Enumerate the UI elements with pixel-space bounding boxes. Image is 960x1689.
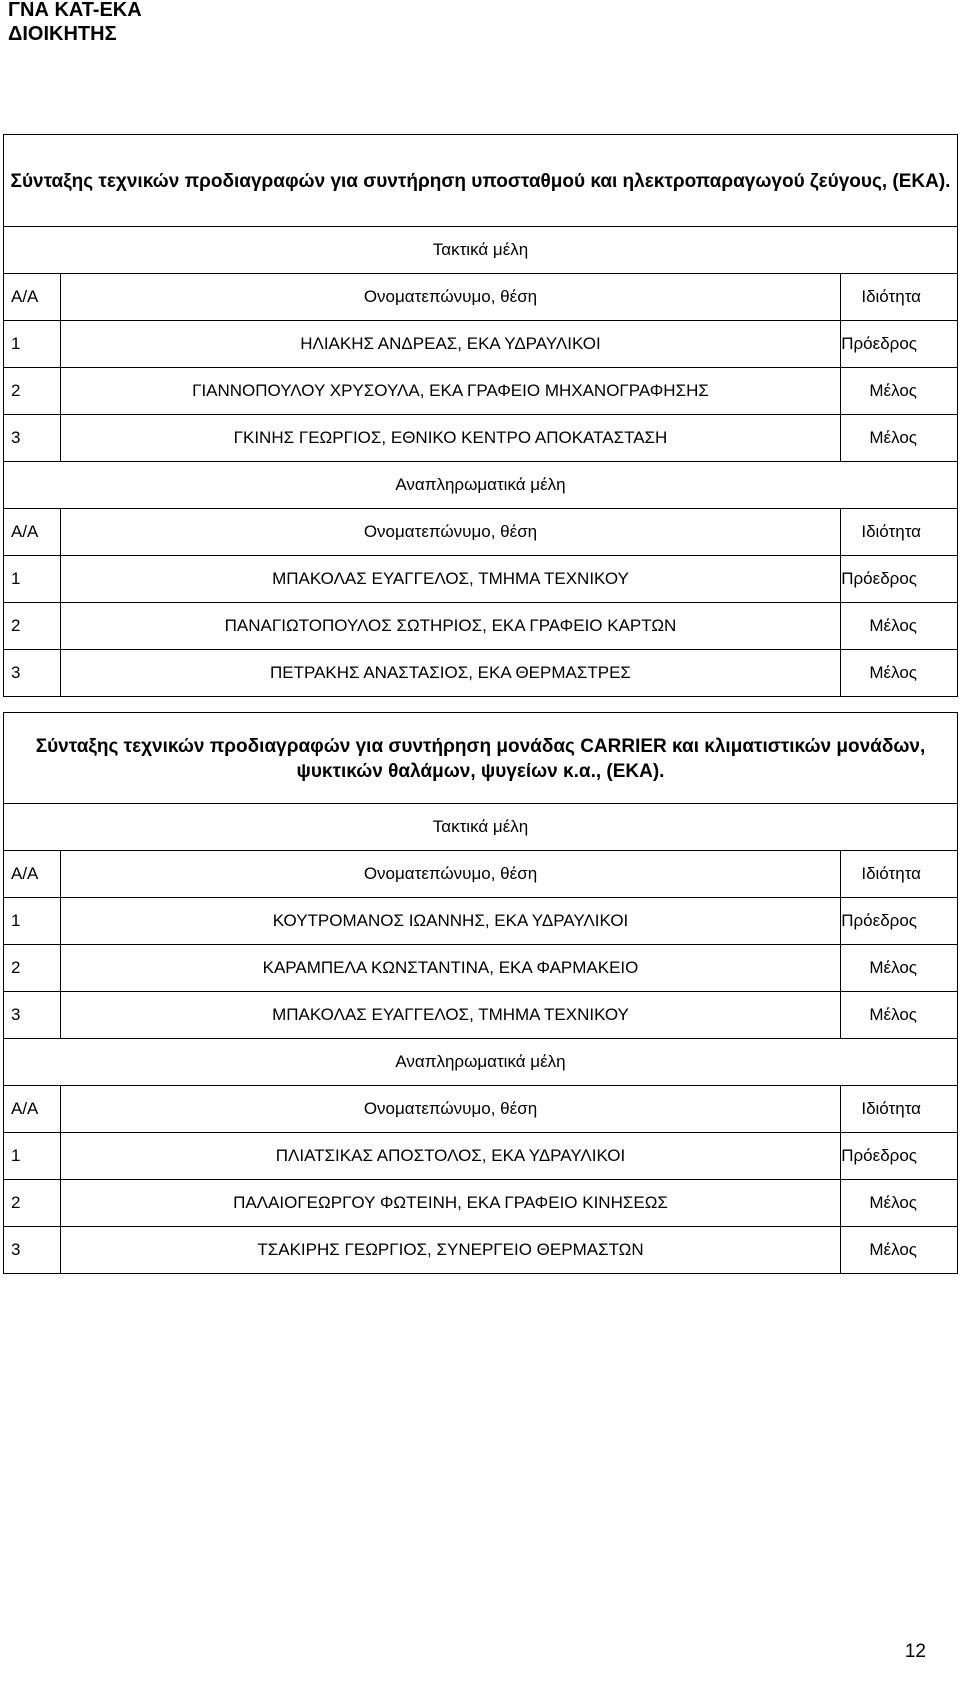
member-role: Μέλος — [841, 1180, 958, 1227]
member-number: 2 — [4, 945, 61, 992]
member-number: 2 — [4, 603, 61, 650]
committee-title-row — [4, 713, 958, 804]
table-row — [4, 1227, 958, 1274]
member-name: ΓΚΙΝΗΣ ΓΕΩΡΓΙΟΣ, ΕΘΝΙΚΟ ΚΕΝΤΡΟ ΑΠΟΚΑΤΑΣΤΑΣΗ — [61, 415, 841, 462]
column-header-name: Ονοματεπώνυμο, θέση — [61, 1086, 841, 1133]
member-name: ΠΑΛΑΙΟΓΕΩΡΓΟΥ ΦΩΤΕΙΝΗ, ΕΚΑ ΓΡΑΦΕΙΟ ΚΙΝΗΣΕΩΣ — [61, 1180, 841, 1227]
member-role: Μέλος — [841, 945, 958, 992]
table-row — [4, 1133, 958, 1180]
table-row — [4, 321, 958, 368]
member-name: ΠΛΙΑΤΣΙΚΑΣ ΑΠΟΣΤΟΛΟΣ, ΕΚΑ ΥΔΡΑΥΛΙΚΟΙ — [61, 1133, 841, 1180]
table-row — [4, 556, 958, 603]
column-header-name: Ονοματεπώνυμο, θέση — [61, 509, 841, 556]
column-header-role: Ιδιότητα — [841, 851, 958, 898]
member-role: Μέλος — [840, 603, 957, 650]
committee-title: Σύνταξης τεχνικών προδιαγραφών για συντήρηση μονάδας CARRIER και κλιματιστικών μονάδων, ψυκτικών θαλάμων, ψυγείων κ.α., (ΕΚΑ). — [4, 713, 958, 804]
column-header-role: Ιδιότητα — [841, 1086, 958, 1133]
member-number: 1 — [4, 898, 61, 945]
member-role: Πρόεδρος — [841, 1133, 958, 1180]
section-label: Αναπληρωματικά μέλη — [4, 1039, 958, 1086]
member-role: Μέλος — [840, 650, 957, 697]
column-header-aa: Α/Α — [4, 274, 61, 321]
header-office: ΔΙΟΙΚΗΤΗΣ — [8, 23, 117, 45]
section-row — [4, 462, 958, 509]
column-header-name: Ονοματεπώνυμο, θέση — [61, 274, 841, 321]
member-number: 2 — [4, 368, 61, 415]
committee-table-1 — [3, 134, 958, 697]
member-number: 2 — [4, 1180, 61, 1227]
table-row — [4, 898, 958, 945]
section-label: Τακτικά μέλη — [4, 227, 958, 274]
member-number: 3 — [4, 650, 61, 697]
column-header-aa: Α/Α — [4, 1086, 61, 1133]
column-header-aa: Α/Α — [4, 851, 61, 898]
column-header-row — [4, 274, 958, 321]
member-name: ΠΕΤΡΑΚΗΣ ΑΝΑΣΤΑΣΙΟΣ, ΕΚΑ ΘΕΡΜΑΣΤΡΕΣ — [61, 650, 841, 697]
member-role: Μέλος — [841, 1227, 958, 1274]
member-name: ΓΙΑΝΝΟΠΟΥΛΟΥ ΧΡΥΣΟΥΛΑ, ΕΚΑ ΓΡΑΦΕΙΟ ΜΗΧΑΝΟΓΡΑΦΗΣΗΣ — [61, 368, 841, 415]
member-role: Μέλος — [840, 415, 957, 462]
member-role: Πρόεδρος — [840, 321, 957, 368]
member-name: ΜΠΑΚΟΛΑΣ ΕΥΑΓΓΕΛΟΣ, ΤΜΗΜΑ ΤΕΧΝΙΚΟΥ — [61, 992, 841, 1039]
table-row — [4, 1180, 958, 1227]
committee-title-row — [4, 135, 958, 227]
member-number: 3 — [4, 992, 61, 1039]
document-header — [8, 0, 142, 46]
table-row — [4, 945, 958, 992]
table-row — [4, 992, 958, 1039]
column-header-role: Ιδιότητα — [840, 274, 957, 321]
column-header-row — [4, 851, 958, 898]
header-unit: ΓΝΑ ΚΑΤ-ΕΚΑ — [8, 0, 142, 21]
member-number: 1 — [4, 556, 61, 603]
table-row — [4, 650, 958, 697]
member-role: Πρόεδρος — [840, 556, 957, 603]
member-name: ΤΣΑΚΙΡΗΣ ΓΕΩΡΓΙΟΣ, ΣΥΝΕΡΓΕΙΟ ΘΕΡΜΑΣΤΩΝ — [61, 1227, 841, 1274]
table-row — [4, 603, 958, 650]
committee-title: Σύνταξης τεχνικών προδιαγραφών για συντήρηση υποσταθμού και ηλεκτροπαραγωγού ζεύγους, (ΕΚΑ). — [4, 135, 958, 227]
column-header-aa: Α/Α — [4, 509, 61, 556]
column-header-row — [4, 1086, 958, 1133]
member-role: Μέλος — [840, 368, 957, 415]
table-row — [4, 368, 958, 415]
column-header-row — [4, 509, 958, 556]
section-row — [4, 804, 958, 851]
member-number: 1 — [4, 321, 61, 368]
column-header-name: Ονοματεπώνυμο, θέση — [61, 851, 841, 898]
section-label: Τακτικά μέλη — [4, 804, 958, 851]
table-row — [4, 415, 958, 462]
section-row — [4, 1039, 958, 1086]
committee-table-2 — [3, 712, 958, 1274]
member-number: 3 — [4, 1227, 61, 1274]
member-name: ΚΟΥΤΡΟΜΑΝΟΣ ΙΩΑΝΝΗΣ, ΕΚΑ ΥΔΡΑΥΛΙΚΟΙ — [61, 898, 841, 945]
member-name: ΚΑΡΑΜΠΕΛΑ ΚΩΝΣΤΑΝΤΙΝΑ, ΕΚΑ ΦΑΡΜΑΚΕΙΟ — [61, 945, 841, 992]
member-name: ΠΑΝΑΓΙΩΤΟΠΟΥΛΟΣ ΣΩΤΗΡΙΟΣ, ΕΚΑ ΓΡΑΦΕΙΟ ΚΑΡΤΩΝ — [61, 603, 841, 650]
member-role: Πρόεδρος — [841, 898, 958, 945]
member-name: ΜΠΑΚΟΛΑΣ ΕΥΑΓΓΕΛΟΣ, ΤΜΗΜΑ ΤΕΧΝΙΚΟΥ — [61, 556, 841, 603]
member-role: Μέλος — [841, 992, 958, 1039]
page-number: 12 — [904, 1641, 926, 1662]
member-number: 3 — [4, 415, 61, 462]
member-name: ΗΛΙΑΚΗΣ ΑΝΔΡΕΑΣ, ΕΚΑ ΥΔΡΑΥΛΙΚΟΙ — [61, 321, 841, 368]
section-label: Αναπληρωματικά μέλη — [4, 462, 958, 509]
member-number: 1 — [4, 1133, 61, 1180]
column-header-role: Ιδιότητα — [840, 509, 957, 556]
section-row — [4, 227, 958, 274]
